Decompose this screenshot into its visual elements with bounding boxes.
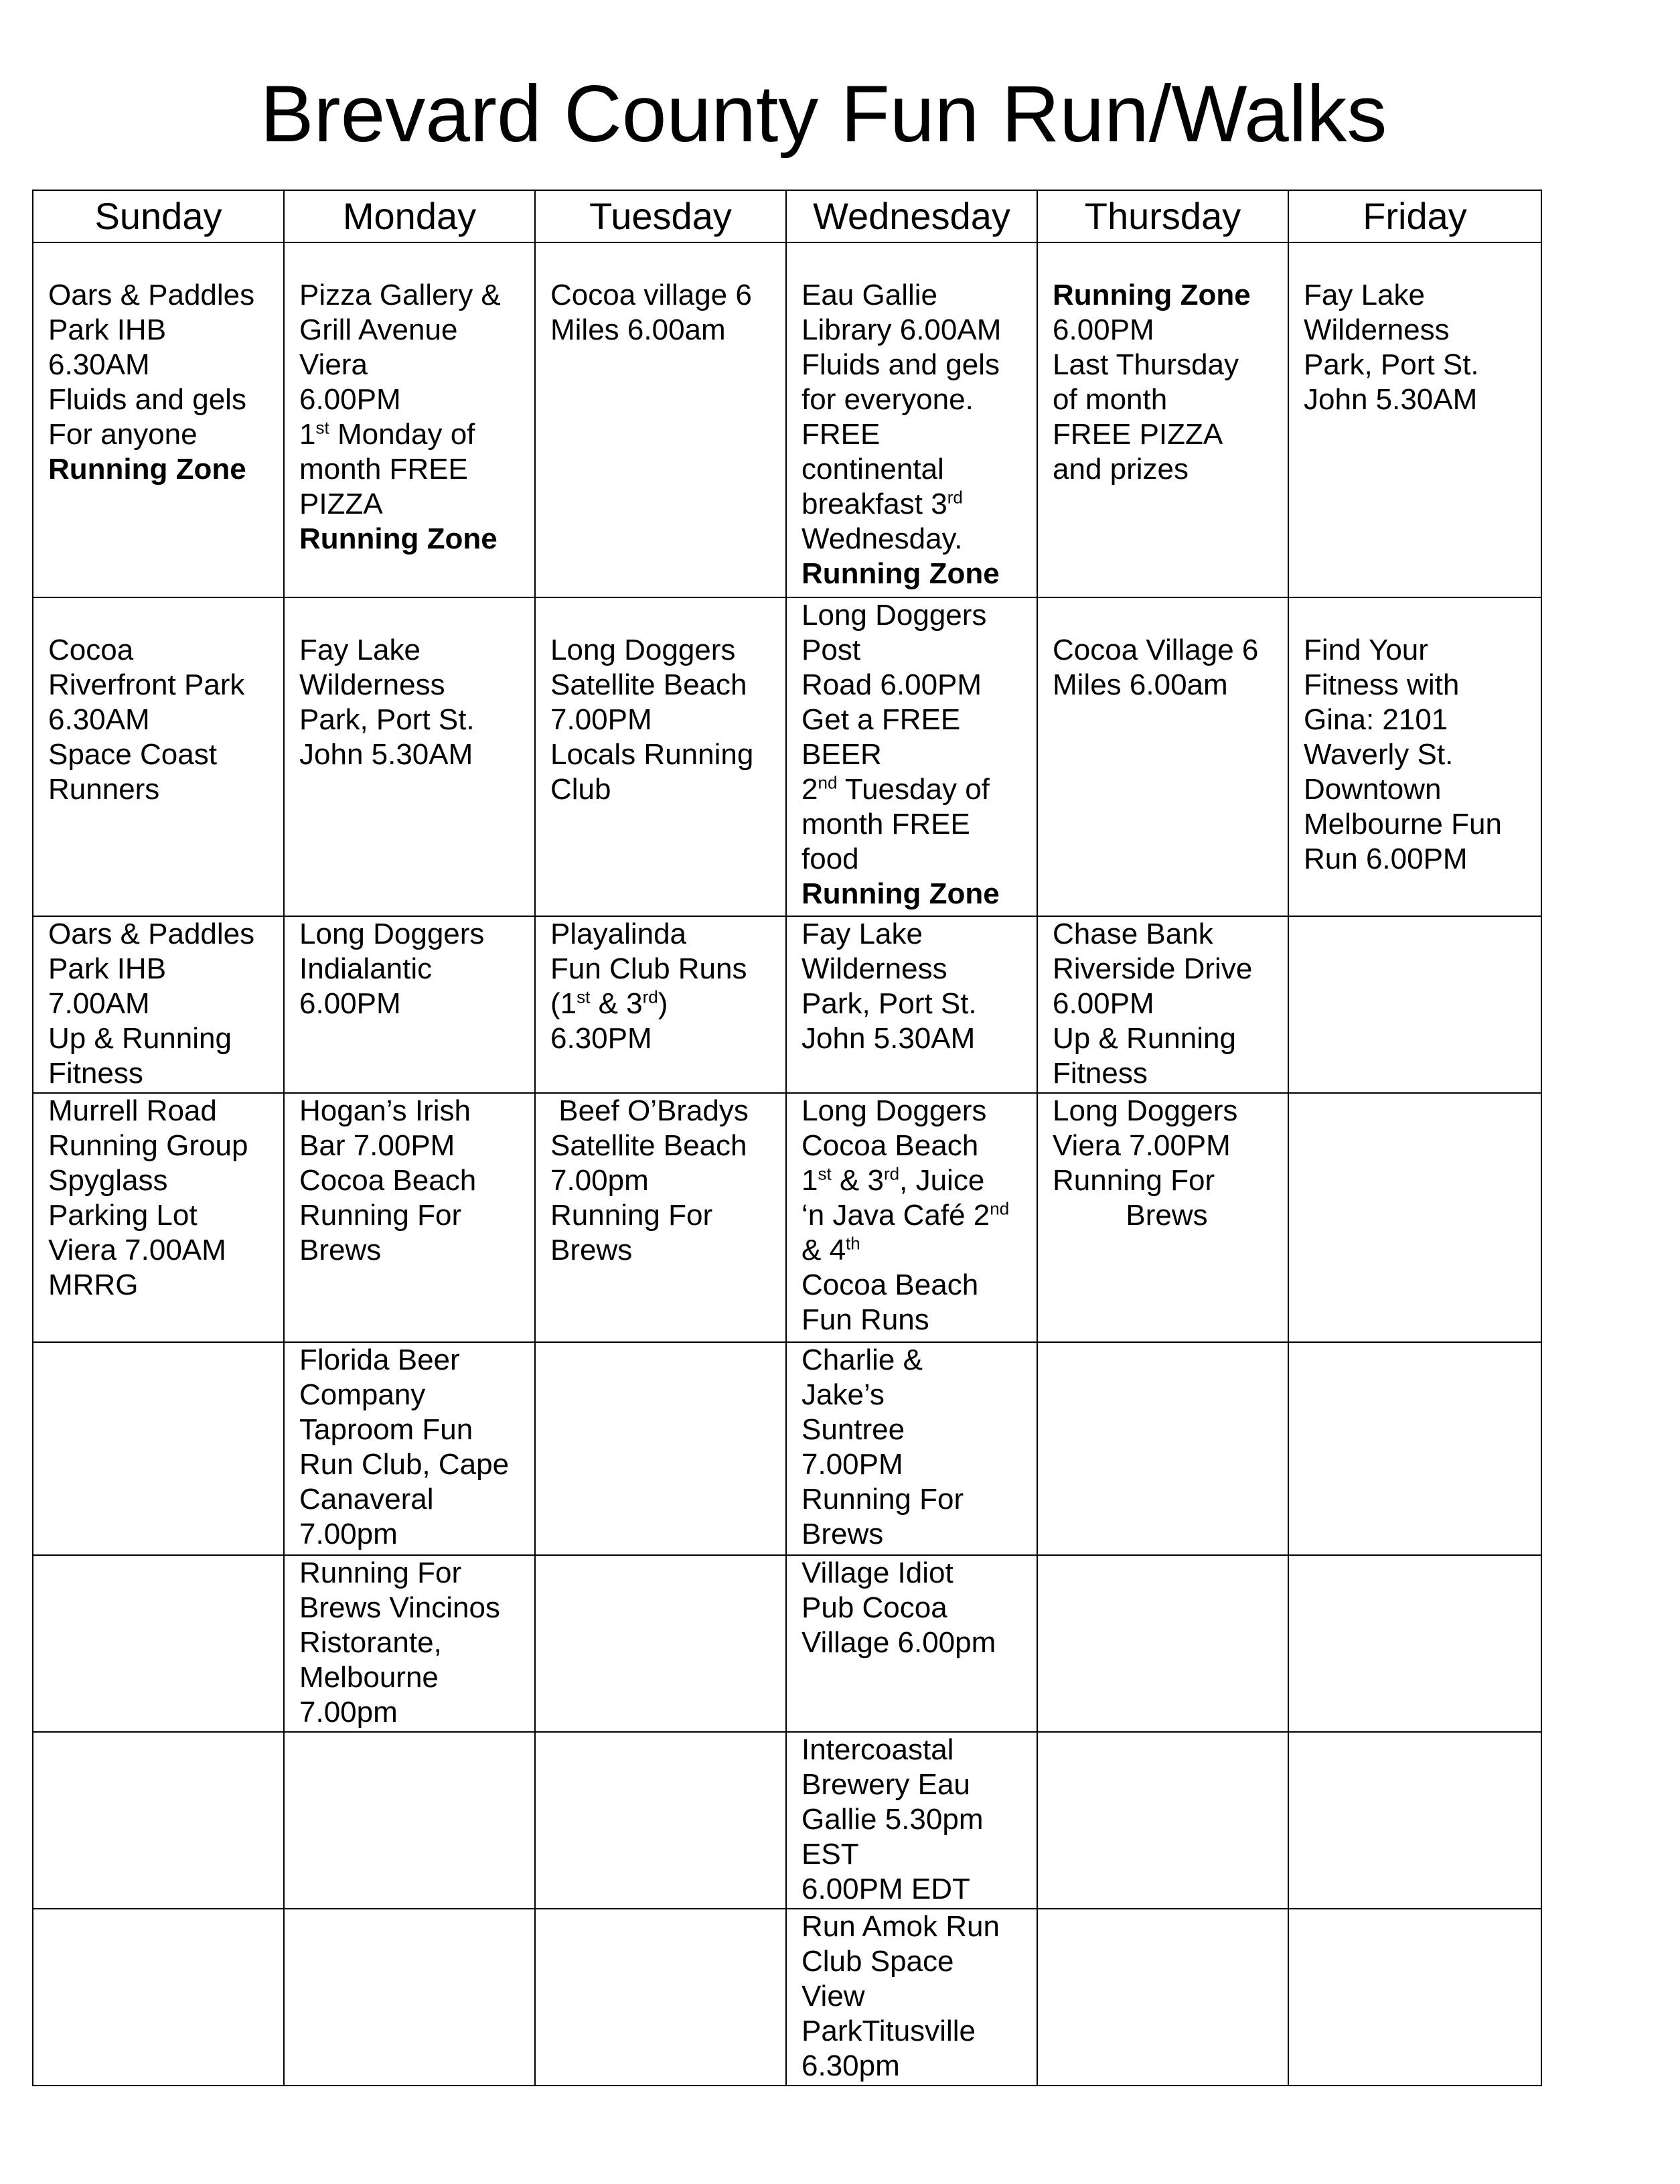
event-line: Fluids and gels (801, 348, 1000, 381)
event-line: Space Coast (48, 738, 217, 771)
event-line: Running For (1053, 1164, 1215, 1197)
event-line: Brewery Eau (801, 1768, 970, 1801)
event-line: MRRG (48, 1268, 139, 1301)
event-line: Running For (299, 1556, 462, 1589)
event-line: Fitness (48, 1057, 143, 1090)
event-line: Park, Port St. (1304, 348, 1479, 381)
event-line: Miles 6.00am (550, 313, 726, 346)
header-row (33, 190, 1541, 242)
event-cell (786, 1342, 1037, 1555)
event-cell (786, 916, 1037, 1093)
event-line: Fun Club Runs (550, 952, 747, 985)
event-line: Long Doggers (801, 1094, 987, 1127)
event-line: Get a FREE (801, 703, 961, 736)
event-cell (1037, 597, 1288, 916)
event-line: Fitness (1053, 1057, 1148, 1090)
event-line: Brews Vincinos (299, 1591, 500, 1624)
event-line: Playalinda (550, 918, 687, 950)
event-line (1053, 598, 1281, 633)
event-cell (1037, 1342, 1288, 1555)
event-line: Hogan’s Irish (299, 1094, 471, 1127)
event-cell (535, 597, 786, 916)
event-line: for everyone. (801, 383, 974, 416)
event-line (550, 598, 779, 633)
event-line: Gallie 5.30pm (801, 1803, 984, 1836)
event-line (550, 243, 779, 278)
event-line: Pub Cocoa (801, 1591, 947, 1624)
event-cell (284, 916, 535, 1093)
event-cell (535, 1342, 786, 1555)
event-line: Long Doggers (1053, 1094, 1238, 1127)
event-line: Satellite Beach (550, 1129, 747, 1162)
event-line: Cocoa Beach (801, 1268, 979, 1301)
event-line: Fun Runs (801, 1303, 929, 1336)
event-line: PIZZA (299, 488, 383, 520)
event-line: Melbourne (299, 1661, 439, 1694)
event-line: Club (550, 773, 611, 806)
event-line: Murrell Road (48, 1094, 217, 1127)
event-line: Florida Beer (299, 1343, 460, 1376)
event-line: Beef O’Bradys (550, 1094, 749, 1127)
event-line: Fluids and gels (48, 383, 246, 416)
event-line: 6.30AM (48, 703, 150, 736)
event-line: ParkTitusville (801, 2015, 976, 2047)
event-line: Cocoa village 6 (550, 279, 752, 311)
event-line: Locals Running (550, 738, 754, 771)
event-line: 6.00PM (1053, 313, 1154, 346)
event-line: BEER (801, 738, 882, 771)
event-line: Running Zone (299, 522, 498, 555)
event-cell (284, 597, 535, 916)
event-line: John 5.30AM (1304, 383, 1478, 416)
event-cell (284, 1093, 535, 1342)
event-line: Brews (1126, 1199, 1208, 1232)
event-cell (535, 916, 786, 1093)
event-line: Runners (48, 773, 160, 806)
event-line: Fay Lake (299, 634, 421, 666)
event-line: Bar 7.00PM (299, 1129, 455, 1162)
event-line: Run 6.00PM (1304, 843, 1468, 875)
event-line: Cocoa (48, 634, 134, 666)
event-line: Indialantic (299, 952, 433, 985)
schedule-row (33, 1093, 1541, 1342)
event-cell (284, 1342, 535, 1555)
event-line: Post (801, 634, 861, 666)
event-cell (786, 1555, 1037, 1732)
event-line: Running Zone (801, 877, 1000, 910)
event-line: 6.00PM EDT (801, 1873, 970, 1905)
day-header: Wednesday (786, 190, 1037, 242)
event-line: month FREE (801, 808, 970, 841)
day-header: Sunday (33, 190, 284, 242)
schedule-row (33, 597, 1541, 916)
event-cell (284, 1555, 535, 1732)
event-cell (786, 1909, 1037, 2086)
event-line: Brews (299, 1234, 382, 1266)
event-line: 7.00pm (299, 1696, 398, 1729)
event-line: Gina: 2101 (1304, 703, 1448, 736)
event-cell (33, 242, 284, 597)
event-line: Satellite Beach (550, 668, 747, 701)
event-line: Intercoastal (801, 1733, 954, 1766)
event-line (299, 243, 528, 278)
schedule-row (33, 1342, 1541, 1555)
event-line: Miles 6.00am (1053, 668, 1228, 701)
event-line: Club Space (801, 1945, 954, 1978)
event-cell (33, 597, 284, 916)
event-line: & 4th (801, 1233, 860, 1266)
schedule-row (33, 1732, 1541, 1909)
event-cell (33, 1342, 284, 1555)
schedule-row (33, 916, 1541, 1093)
event-line: 6.30pm (801, 2049, 900, 2082)
event-line: Pizza Gallery & (299, 279, 501, 311)
event-cell (1037, 1555, 1288, 1732)
event-cell (1288, 242, 1541, 597)
event-cell (33, 1555, 284, 1732)
event-line: Parking Lot (48, 1199, 198, 1232)
event-cell (535, 1909, 786, 2086)
event-line: Village Idiot (801, 1556, 953, 1589)
event-line: Wilderness (801, 952, 947, 985)
event-line (48, 243, 277, 278)
event-line: Cocoa Beach (299, 1164, 477, 1197)
event-line: Spyglass (48, 1164, 168, 1197)
event-line: 7.00AM (48, 987, 150, 1020)
event-line: Up & Running (48, 1022, 232, 1055)
event-line: Eau Gallie (801, 279, 938, 311)
event-line: Running Group (48, 1129, 248, 1162)
event-cell (535, 1093, 786, 1342)
event-line: 7.00pm (299, 1518, 398, 1550)
event-line: Downtown (1304, 773, 1442, 806)
event-line: Riverfront Park (48, 668, 245, 701)
event-line: Viera 7.00PM (1053, 1129, 1231, 1162)
event-line: Park IHB (48, 952, 167, 985)
event-line: Viera (299, 348, 368, 381)
event-line: breakfast 3rd (801, 487, 963, 520)
event-line: Riverside Drive (1053, 952, 1253, 985)
event-line: 6.00PM (299, 383, 401, 416)
event-cell (535, 242, 786, 597)
page-title: Brevard County Fun Run/Walks (260, 69, 1387, 159)
event-line (299, 598, 528, 633)
event-line: 7.00PM (550, 703, 652, 736)
event-line: ‘n Java Café 2nd (801, 1198, 1010, 1232)
event-line: 6.30AM (48, 348, 150, 381)
event-line: of month (1053, 383, 1168, 416)
event-line: Brews (550, 1234, 633, 1266)
day-header: Tuesday (535, 190, 786, 242)
event-line: FREE PIZZA (1053, 418, 1223, 451)
event-line: Long Doggers (299, 918, 485, 950)
event-cell (786, 1732, 1037, 1909)
event-cell (786, 597, 1037, 916)
event-line: Park, Port St. (299, 703, 475, 736)
event-line: Last Thursday (1053, 348, 1239, 381)
event-line: and prizes (1053, 453, 1189, 486)
event-line: Company (299, 1378, 426, 1411)
event-cell (1288, 1093, 1541, 1342)
event-line: Wilderness (299, 668, 445, 701)
event-line: John 5.30AM (299, 738, 473, 771)
event-line: Melbourne Fun (1304, 808, 1502, 841)
event-cell (1037, 1732, 1288, 1909)
event-line: 1st & 3rd, Juice (801, 1163, 985, 1197)
event-line: Run Amok Run (801, 1910, 1000, 1943)
event-line: Cocoa Village 6 (1053, 634, 1259, 666)
event-cell (535, 1555, 786, 1732)
event-line: 6.00PM (299, 987, 401, 1020)
event-line: Ristorante, (299, 1626, 442, 1659)
event-line: Jake’s (801, 1378, 885, 1411)
event-cell (1288, 597, 1541, 916)
event-line: 1st Monday of (299, 417, 475, 451)
event-line: 6.00PM (1053, 987, 1154, 1020)
event-cell (284, 1909, 535, 2086)
event-line: Brews (801, 1518, 884, 1550)
event-cell (1288, 1555, 1541, 1732)
event-line: month FREE (299, 453, 468, 486)
event-line: Running For (299, 1199, 462, 1232)
schedule-table (32, 190, 1542, 2086)
event-line: 7.00pm (550, 1164, 649, 1197)
event-line: Viera 7.00AM (48, 1234, 226, 1266)
event-cell (535, 1732, 786, 1909)
event-line: Fitness with (1304, 668, 1460, 701)
event-line: Charlie & (801, 1343, 923, 1376)
day-header: Monday (284, 190, 535, 242)
event-cell (1037, 1093, 1288, 1342)
schedule-row (33, 1909, 1541, 2086)
event-line: Fay Lake (801, 918, 923, 950)
event-line: Running For (801, 1483, 964, 1516)
event-line: Up & Running (1053, 1022, 1236, 1055)
event-line: Running Zone (1053, 279, 1251, 311)
event-line: Chase Bank (1053, 918, 1213, 950)
event-line: Taproom Fun (299, 1413, 473, 1446)
event-cell (1288, 916, 1541, 1093)
event-line (1304, 598, 1534, 633)
event-cell (786, 1093, 1037, 1342)
event-line: Library 6.00AM (801, 313, 1002, 346)
event-line: Park IHB (48, 313, 167, 346)
event-line (1304, 243, 1534, 278)
event-line: Long Doggers (550, 634, 736, 666)
event-line: View (801, 1980, 865, 2013)
event-line: Wilderness (1304, 313, 1450, 346)
event-line: continental (801, 453, 944, 486)
event-line: Running For (550, 1199, 713, 1232)
event-line (48, 598, 277, 633)
event-cell (33, 1732, 284, 1909)
event-cell (1037, 1909, 1288, 2086)
event-line: 6.30PM (550, 1022, 652, 1055)
event-line: Suntree (801, 1413, 905, 1446)
event-line (1053, 243, 1281, 278)
day-header: Friday (1288, 190, 1541, 242)
event-line: EST (801, 1838, 859, 1871)
event-cell (33, 1093, 284, 1342)
event-line: Running Zone (48, 453, 246, 486)
event-cell (786, 242, 1037, 597)
event-line: Long Doggers (801, 599, 987, 632)
event-line: Find Your (1304, 634, 1428, 666)
event-line: (1st & 3rd) (550, 987, 668, 1020)
event-line: For anyone (48, 418, 198, 451)
schedule-row (33, 242, 1541, 597)
event-line: FREE (801, 418, 881, 451)
event-cell (33, 916, 284, 1093)
event-line: 2nd Tuesday of (801, 772, 990, 806)
event-line: John 5.30AM (801, 1022, 976, 1055)
event-line: 7.00PM (801, 1448, 903, 1481)
event-line: Village 6.00pm (801, 1626, 996, 1659)
event-line: Canaveral (299, 1483, 434, 1516)
event-cell (1037, 242, 1288, 597)
event-line: Park, Port St. (801, 987, 977, 1020)
event-cell (1288, 1732, 1541, 1909)
event-line: Waverly St. (1304, 738, 1454, 771)
day-header: Thursday (1037, 190, 1288, 242)
event-line: Grill Avenue (299, 313, 458, 346)
event-line: Cocoa Beach (801, 1129, 979, 1162)
event-cell (1037, 916, 1288, 1093)
event-cell (284, 1732, 535, 1909)
event-line: Oars & Paddles (48, 918, 255, 950)
event-line: Road 6.00PM (801, 668, 982, 701)
event-line: Oars & Paddles (48, 279, 255, 311)
event-line: Run Club, Cape (299, 1448, 510, 1481)
schedule-row (33, 1555, 1541, 1732)
schedule-body (33, 242, 1541, 2086)
event-cell (1288, 1909, 1541, 2086)
event-line: food (801, 843, 859, 875)
event-cell (284, 242, 535, 597)
event-line: Fay Lake (1304, 279, 1425, 311)
event-line (801, 243, 1030, 278)
event-line: Wednesday. (801, 522, 963, 555)
event-line: Running Zone (801, 557, 1000, 590)
event-cell (1288, 1342, 1541, 1555)
event-cell (33, 1909, 284, 2086)
